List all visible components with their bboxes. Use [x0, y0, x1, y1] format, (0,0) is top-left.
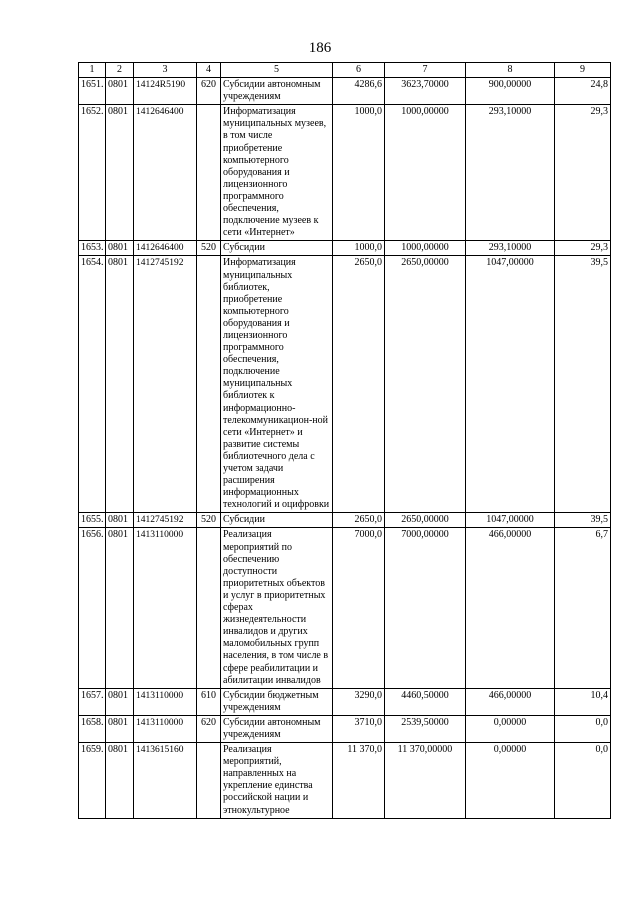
- row-number: 1652.: [79, 105, 106, 241]
- table-row: [79, 256, 611, 513]
- col9-value: 24,8: [555, 78, 611, 105]
- row-number: 1659.: [79, 743, 106, 819]
- table-row: [79, 513, 611, 528]
- section-code: 0801: [106, 256, 134, 513]
- col6-value: 1000,0: [333, 105, 385, 241]
- item-name: Субсидии: [221, 241, 333, 256]
- col7-value: 2650,00000: [385, 513, 466, 528]
- col8-value: 1047,00000: [466, 256, 555, 513]
- col8-value: 0,00000: [466, 743, 555, 819]
- col9-value: 39,5: [555, 256, 611, 513]
- col9-value: 29,3: [555, 105, 611, 241]
- expense-type: [197, 528, 221, 688]
- table-row: [79, 743, 611, 819]
- section-code: 0801: [106, 513, 134, 528]
- col8-value: 293,10000: [466, 105, 555, 241]
- page-number: 186: [308, 40, 332, 56]
- item-name: Информатизация муниципальных библиотек, приобретение компьютерного оборудования и лицензионного программного обеспечения, подключение муниципальных библиотек к информационно-телекоммуникацион-ной сети «Интернет» и развитие системы библиотечного дела с учетом задачи расширения информационных технологий и оцифровки: [221, 256, 333, 513]
- target-code: 1413615160: [134, 743, 197, 819]
- target-code: 1413110000: [134, 688, 197, 715]
- column-header: 8: [466, 63, 555, 78]
- section-code: 0801: [106, 105, 134, 241]
- target-code: 14124R5190: [134, 78, 197, 105]
- column-header: 5: [221, 63, 333, 78]
- col8-value: 900,00000: [466, 78, 555, 105]
- col7-value: 2650,00000: [385, 256, 466, 513]
- expense-type: 620: [197, 715, 221, 742]
- col8-value: 0,00000: [466, 715, 555, 742]
- col6-value: 1000,0: [333, 241, 385, 256]
- target-code: 1413110000: [134, 715, 197, 742]
- table-row: [79, 241, 611, 256]
- section-code: 0801: [106, 688, 134, 715]
- col6-value: 2650,0: [333, 513, 385, 528]
- table-row: [79, 688, 611, 715]
- col6-value: 3290,0: [333, 688, 385, 715]
- section-code: 0801: [106, 241, 134, 256]
- column-header: 6: [333, 63, 385, 78]
- row-number: 1658.: [79, 715, 106, 742]
- col9-value: 39,5: [555, 513, 611, 528]
- col7-value: 4460,50000: [385, 688, 466, 715]
- col7-value: 1000,00000: [385, 241, 466, 256]
- col7-value: 7000,00000: [385, 528, 466, 688]
- target-code: 1412745192: [134, 256, 197, 513]
- col8-value: 466,00000: [466, 688, 555, 715]
- row-number: 1654.: [79, 256, 106, 513]
- item-name: Информатизация муниципальных музеев, в том числе приобретение компьютерного оборудования и лицензионного программного обеспечения, подключение музеев к сети «Интернет»: [221, 105, 333, 241]
- column-header: 1: [79, 63, 106, 78]
- expense-type: [197, 256, 221, 513]
- expense-type: [197, 105, 221, 241]
- col7-value: 11 370,00000: [385, 743, 466, 819]
- col6-value: 3710,0: [333, 715, 385, 742]
- col6-value: 7000,0: [333, 528, 385, 688]
- table-row: [79, 715, 611, 742]
- col9-value: 6,7: [555, 528, 611, 688]
- col8-value: 466,00000: [466, 528, 555, 688]
- header-row: [79, 63, 611, 78]
- col7-value: 1000,00000: [385, 105, 466, 241]
- column-header: 2: [106, 63, 134, 78]
- col9-value: 10,4: [555, 688, 611, 715]
- item-name: Субсидии автономным учреждениям: [221, 78, 333, 105]
- row-number: 1656.: [79, 528, 106, 688]
- expense-type: 520: [197, 513, 221, 528]
- column-header: 4: [197, 63, 221, 78]
- item-name: Субсидии: [221, 513, 333, 528]
- item-name: Субсидии автономным учреждениям: [221, 715, 333, 742]
- expense-type: 520: [197, 241, 221, 256]
- col7-value: 2539,50000: [385, 715, 466, 742]
- expense-type: 620: [197, 78, 221, 105]
- col9-value: 0,0: [555, 715, 611, 742]
- column-header: 9: [555, 63, 611, 78]
- table-row: [79, 78, 611, 105]
- section-code: 0801: [106, 715, 134, 742]
- col8-value: 1047,00000: [466, 513, 555, 528]
- col6-value: 4286,6: [333, 78, 385, 105]
- table-row: [79, 105, 611, 241]
- row-number: 1651.: [79, 78, 106, 105]
- col9-value: 29,3: [555, 241, 611, 256]
- item-name: Субсидии бюджетным учреждениям: [221, 688, 333, 715]
- col6-value: 2650,0: [333, 256, 385, 513]
- col8-value: 293,10000: [466, 241, 555, 256]
- expense-type: [197, 743, 221, 819]
- col6-value: 11 370,0: [333, 743, 385, 819]
- row-number: 1655.: [79, 513, 106, 528]
- item-name: Реализация мероприятий по обеспечению доступности приоритетных объектов и услуг в приоритетных сферах жизнедеятельности инвалидов и других маломобильных групп населения, в том числе в сфере реабилитации и абилитации инвалидов: [221, 528, 333, 688]
- budget-table: [78, 62, 611, 819]
- column-header: 3: [134, 63, 197, 78]
- section-code: 0801: [106, 743, 134, 819]
- col9-value: 0,0: [555, 743, 611, 819]
- target-code: 1412745192: [134, 513, 197, 528]
- section-code: 0801: [106, 78, 134, 105]
- expense-type: 610: [197, 688, 221, 715]
- row-number: 1657.: [79, 688, 106, 715]
- section-code: 0801: [106, 528, 134, 688]
- table-row: [79, 528, 611, 688]
- item-name: Реализация мероприятий, направленных на укрепление единства российской нации и этнокультурное: [221, 743, 333, 819]
- col7-value: 3623,70000: [385, 78, 466, 105]
- target-code: 1412646400: [134, 241, 197, 256]
- target-code: 1413110000: [134, 528, 197, 688]
- target-code: 1412646400: [134, 105, 197, 241]
- column-header: 7: [385, 63, 466, 78]
- row-number: 1653.: [79, 241, 106, 256]
